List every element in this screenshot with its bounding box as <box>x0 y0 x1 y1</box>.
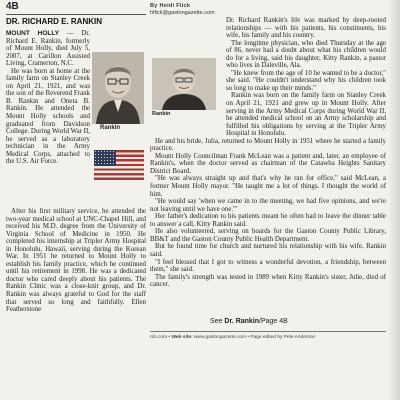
photo-caption: Rankin <box>100 125 121 131</box>
dateline: MOUNT HOLLY <box>6 30 60 37</box>
obituary-paragraph: After his first military service, he attended the two-year medical school at UNC-Chapel Hill, and received his M.D. degree from the University of Virginia School of Medicine in 1950. He completed his internship at Tripler Army Hospital in Honolulu, Hawaii, serving during the Korean War. In 1951 he returned to Mount Holly to establish his family practice, which he continued until his retirement in 1998. He was a dedicated doctor who cared deeply about his patients. The Rankin Clinic was a close-knit group, and Dr. Rankin was always grateful to God for the staff that served so long and faithfully. Ellen Featherstone <box>6 208 146 314</box>
footer-web-url: www.gastongazette.com <box>194 335 247 340</box>
byline-author: By Heidi Flick <box>150 3 191 9</box>
story-paragraph: Mount Holly Councilman Frank McLean was a patient and, later, an employee of Rankin's, when the doctor served as chairman of the Catawba Heights Sanitary District Board. <box>150 152 386 175</box>
portrait-photo <box>92 52 144 124</box>
footer-left: nfo.com <box>150 335 168 340</box>
paper-edge-shadow <box>388 0 400 400</box>
obituary-column-top <box>6 30 90 208</box>
american-flag-icon <box>94 150 144 180</box>
byline <box>150 3 215 17</box>
headline-rule <box>6 14 146 15</box>
obituary-headline: DR. RICHARD E. RANKIN <box>6 17 102 26</box>
story-paragraph: Her father's dedication to his patients meant he often had to leave the dinner table to answer a call, Kitty Rankin said. <box>150 213 386 228</box>
continued-reference: See Dr. Rankin/Page 4B <box>210 318 288 325</box>
obituary-paragraph: MOUNT HOLLY — Dr. Richard E. Rankin, formerly of Mount Holly, died July 5, 2007, at Carillon Assisted Living, Cramerton, N.C. <box>6 30 90 68</box>
footer-editor: Page edited by Pete Anderson <box>250 335 316 340</box>
story-paragraph: He also volunteered, serving on boards for the Gaston County Public Library, BB&T and the Gaston County Public Health Department. <box>150 228 386 243</box>
story-photo <box>152 58 216 110</box>
page-label: 4B <box>6 1 19 12</box>
story-paragraph: The longtime physician, who died Thursday at the age of 86, never had a doubt about what his children would do for a living, said his daughter, Kitty Rankin, a pastor who lives in Daleville, Ala. <box>226 39 386 70</box>
portrait-photo-drawing <box>92 52 144 124</box>
footer-web-label: Web site: <box>171 335 193 340</box>
story-paragraph: "I feel blessed that I got to witness a wonderful devotion, a friendship, between them," she said. <box>150 258 386 274</box>
story-photo-drawing <box>152 58 216 110</box>
story-paragraph: Rankin was born on the family farm on Stanley Creek on April 21, 1921 and grew up in Mount Holly. After serving in the Army Medical Corps during World War II, he attended medical school on an Army scholarship and fulfilled his obligations by serving at the Tripler Army Hospital in Honolulu. <box>226 92 386 138</box>
obituary-paragraph: He was born at home at the family farm on Stanley Creek on April 21, 1921, and was the son of the Reverend Frank B. Rankin and Oneta B. Rankin. He attended the Mount Holly schools and graduated from Davidson College. During World War II, he served as a laboratory technician in the Army Medical Corps, attached to the U.S. Air Force. <box>6 67 90 166</box>
continued-name: Dr. Rankin <box>224 318 260 325</box>
story-paragraph: Dr. Richard Rankin's life was marked by deep-rooted relationships — with his patients, his constituents, his wife, his family and his country. <box>226 17 386 40</box>
story-paragraph: The family's strength was tested in 1989 when Kitty Rankin's sister, Julie, died of cancer. <box>150 273 386 289</box>
story-photo-caption: Rankin <box>152 111 171 117</box>
story-paragraph: "He was always straight up and that's why he ran for office," said McLean, a former Mount Holly mayor. "He taught me a lot of things. I thought the world of him. <box>150 175 386 198</box>
story-paragraph: He and his bride, Julia, returned to Mount Holly in 1951 where he started a family practice. <box>150 137 386 153</box>
story-paragraph: "He knew from the age of 10 he wanted to be a doctor," she said. "He couldn't understand why his children took so long to make up their minds." <box>226 69 386 92</box>
obituary-column-bottom <box>6 208 146 400</box>
byline-email: hflick@gastongazette.com <box>150 10 215 16</box>
footer-rule <box>150 331 386 332</box>
flag-canton <box>94 150 116 166</box>
story-paragraph: "He would say 'when we came in to the meeting, we had five opinions, and we're not leaving until we have one.'" <box>150 198 386 213</box>
story-paragraph: But he found time for church and nurtured his relationship with his wife, Rankin said. <box>150 243 386 258</box>
page-footer: nfo.com • Web site: www.gastongazette.com • Page edited by Pete Anderson <box>150 335 316 340</box>
